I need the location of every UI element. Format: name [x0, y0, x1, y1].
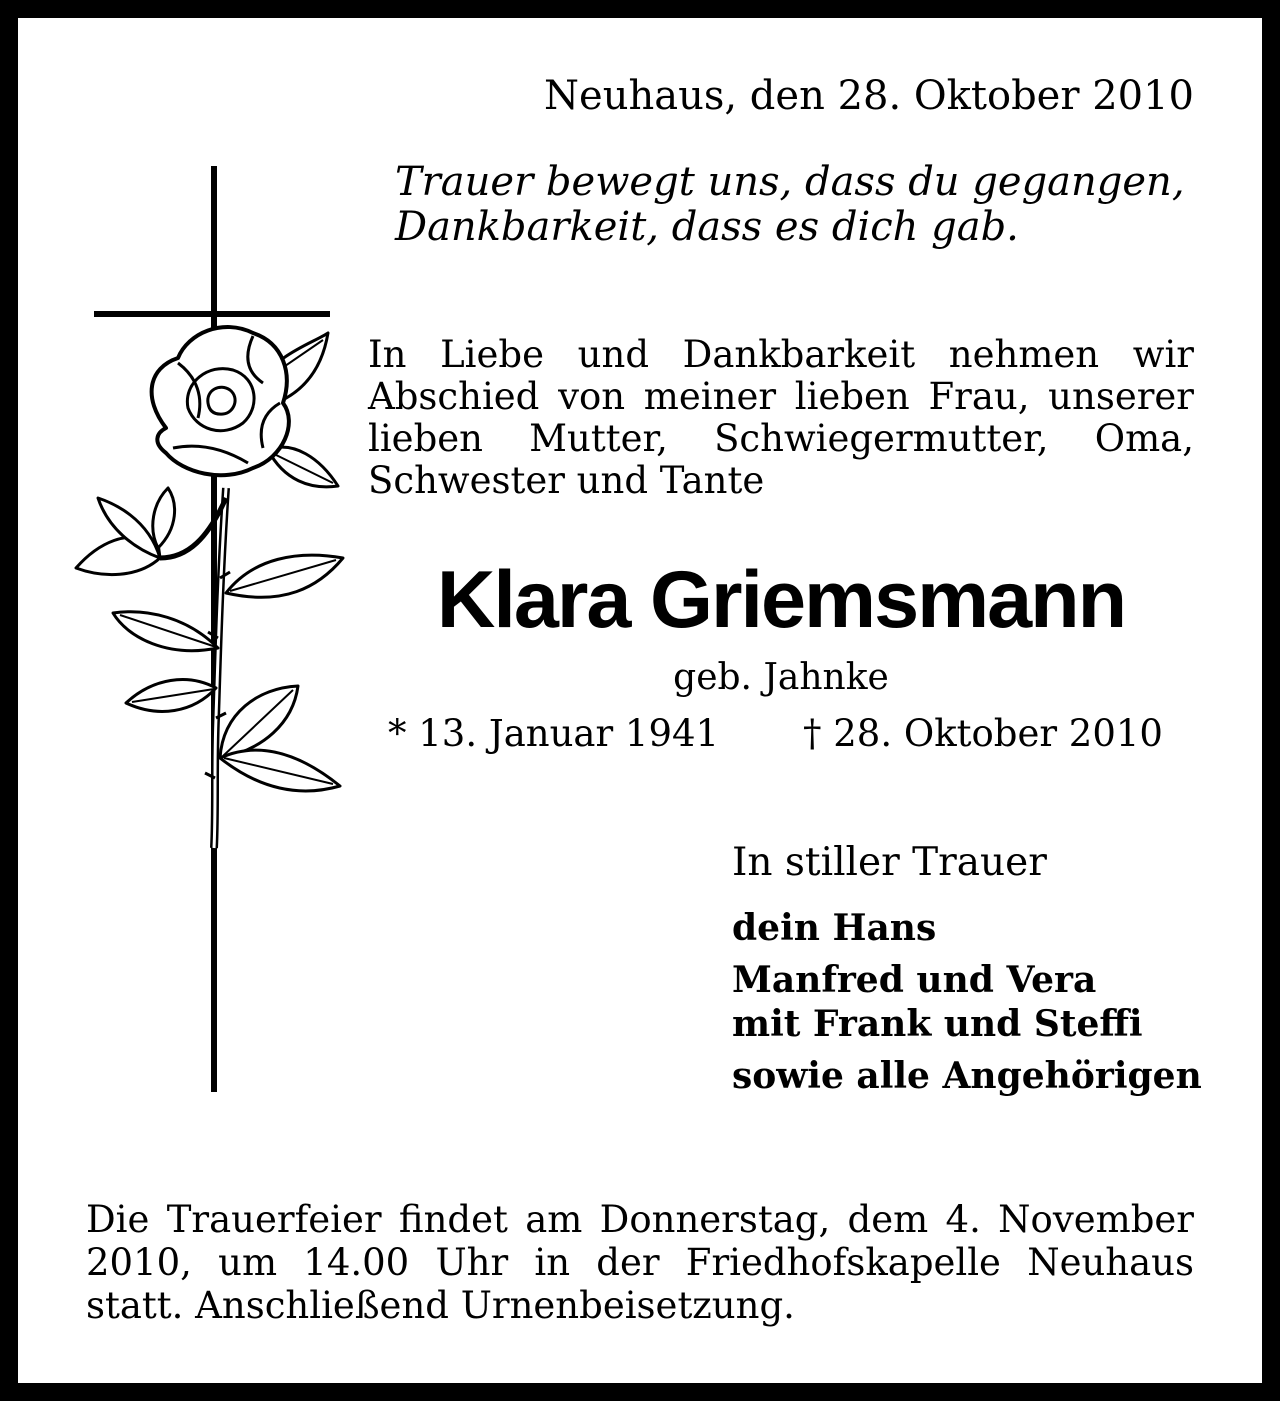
intro-text: In Liebe und Dankbarkeit nehmen wir Abschied von meiner lieben Frau, unserer lieben Mutter, Schwiegermutter, Oma, Schwester und Tante: [368, 333, 1194, 502]
mourner-line: dein Hans: [732, 907, 937, 949]
mourners-heading: In stiller Trauer: [732, 840, 1047, 885]
rose-icon: [76, 327, 343, 848]
funeral-service-info: Die Trauerfeier findet am Donnerstag, dem 4. November 2010, um 14.00 Uhr in der Friedhofskapelle Neuhaus statt. Anschließend Urnenbeisetzung.: [86, 1198, 1194, 1327]
quote-line: Trauer bewegt uns, dass du gegangen,: [395, 159, 1185, 205]
mourner-line: mit Frank und Steffi: [732, 1003, 1143, 1045]
memorial-quote: [395, 160, 1185, 250]
place-and-date: Neuhaus, den 28. Oktober 2010: [544, 73, 1194, 119]
deceased-name: Klara Griemsmann: [436, 555, 1126, 645]
cross-with-rose-illustration: [48, 158, 368, 1118]
mourner-line: sowie alle Angehörigen: [732, 1055, 1202, 1097]
obituary-notice: [18, 18, 1262, 1383]
mourners-list: [732, 906, 1202, 1098]
mourner-line: Manfred und Vera: [732, 959, 1097, 1001]
quote-line: Dankbarkeit, dass es dich gab.: [395, 204, 1019, 250]
birth-date: * 13. Januar 1941: [388, 712, 720, 755]
death-date: † 28. Oktober 2010: [803, 712, 1163, 755]
birth-name: geb. Jahnke: [673, 657, 889, 698]
